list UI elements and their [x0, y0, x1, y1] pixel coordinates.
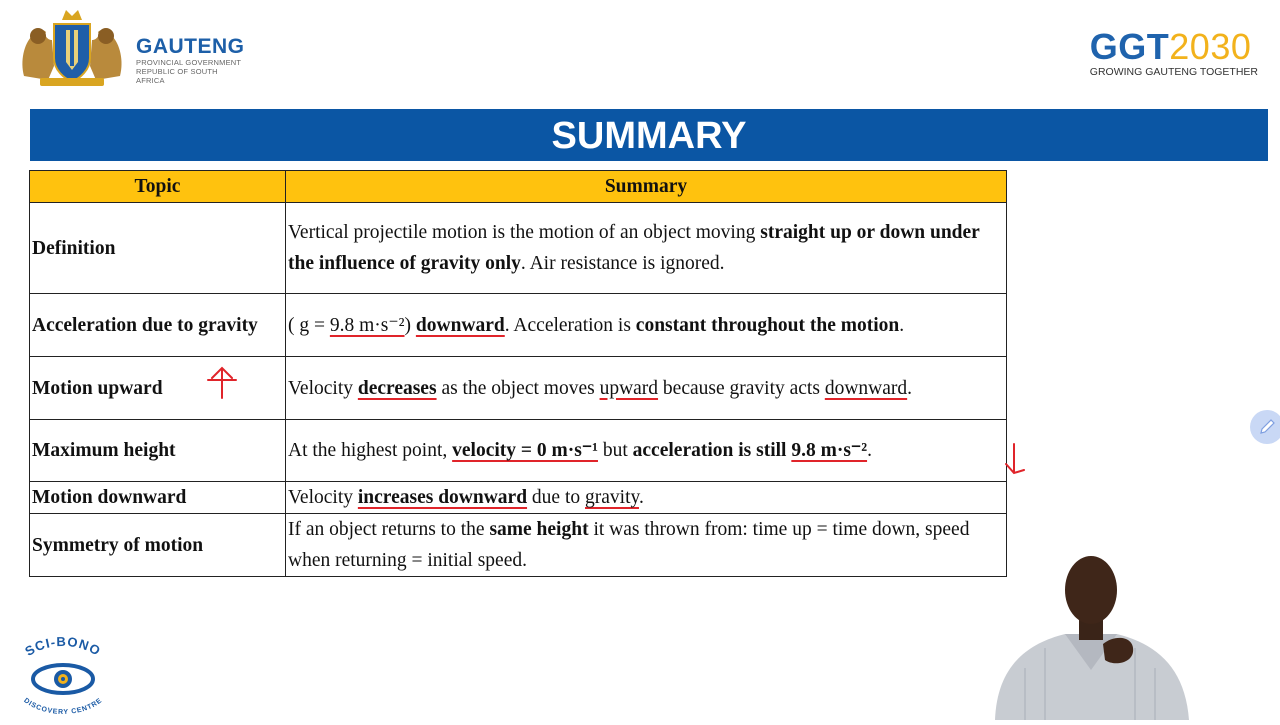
svg-text:SCI-BONO [22, 636, 103, 659]
summary-cell: Velocity increases downward due to gravity. [286, 482, 1007, 514]
down-arrow-annotation-icon [1002, 440, 1032, 478]
topic-cell: Acceleration due to gravity [30, 294, 286, 357]
sci-bono-bottom-text: DISCOVERY CENTRE [22, 697, 104, 714]
summary-table [29, 170, 1007, 577]
ggt2030-logo [1090, 28, 1258, 78]
topic-cell: Definition [30, 203, 286, 294]
table-header-row [30, 171, 1007, 203]
table-row [30, 514, 1007, 577]
summary-cell: Velocity decreases as the object moves upward because gravity acts downward. [286, 357, 1007, 420]
sci-bono-top-text: SCI-BONO [22, 636, 104, 659]
presenter-video [985, 548, 1195, 720]
column-header-topic: Topic [30, 171, 286, 203]
gauteng-logo [18, 6, 248, 88]
sci-bono-logo [4, 636, 122, 714]
ggt-text: GGT [1089, 26, 1170, 67]
topic-cell: Motion downward [30, 482, 286, 514]
gauteng-name: GAUTENG [136, 35, 245, 58]
table-row [30, 203, 1007, 294]
coat-of-arms-icon [18, 6, 126, 88]
ggt-year: 2030 [1169, 26, 1252, 67]
pen-icon [1258, 418, 1276, 436]
summary-cell: If an object returns to the same height it was thrown from: time up = time down, speed when returning = initial speed. [286, 514, 1007, 577]
slide-title: SUMMARY [30, 109, 1268, 161]
sci-bono-eye-icon [4, 636, 122, 714]
presenter-figure [985, 548, 1195, 720]
topic-cell: Symmetry of motion [30, 514, 286, 577]
up-arrow-annotation-icon [202, 362, 242, 402]
svg-text:DISCOVERY CENTRE [22, 697, 103, 714]
ggt-tagline: GROWING GAUTENG TOGETHER [1089, 66, 1258, 78]
table-row [30, 482, 1007, 514]
gauteng-subtitle-2: REPUBLIC OF SOUTH AFRICA [136, 67, 218, 85]
pen-tool-button[interactable] [1250, 410, 1280, 444]
summary-cell: Vertical projectile motion is the motion of an object moving straight up or down under the influence of gravity only. Air resistance is ignored. [286, 203, 1007, 294]
gauteng-subtitle-1: PROVINCIAL GOVERNMENT [136, 58, 242, 67]
table-row [30, 294, 1007, 357]
table-row [30, 420, 1007, 482]
column-header-summary: Summary [286, 171, 1007, 203]
topic-cell: Motion upward [30, 357, 286, 420]
table-row [30, 357, 1007, 420]
topic-cell: Maximum height [30, 420, 286, 482]
summary-cell: At the highest point, velocity = 0 m·s⁻¹ but acceleration is still 9.8 m·s⁻². [286, 420, 1007, 482]
summary-cell: ( g = 9.8 m·s⁻²) downward. Acceleration is constant throughout the motion. [286, 294, 1007, 357]
